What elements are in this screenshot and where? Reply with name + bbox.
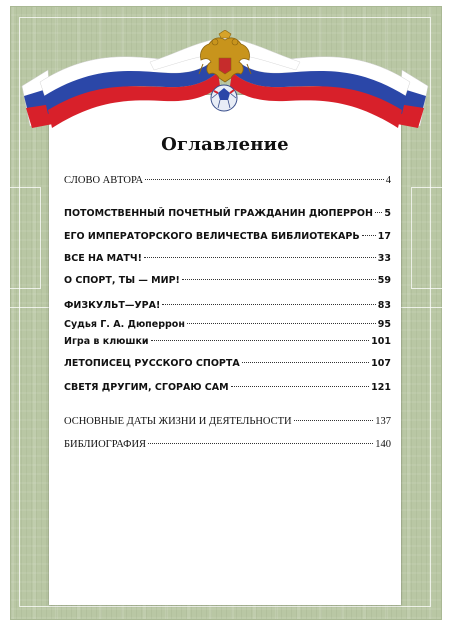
leader-dots [151,340,370,341]
toc-entry-page: 59 [377,275,391,286]
toc-entry-title: ФИЗКУЛЬТ—УРА! [64,300,161,311]
toc-entry-page: 107 [371,358,391,369]
toc-entry-page: 121 [371,382,391,393]
toc-entry[interactable] [64,319,391,330]
toc-entry-title: Игра в клюшки [64,336,149,347]
toc-entry[interactable] [64,208,391,219]
toc-entry-page: 140 [375,439,391,450]
toc-entry-title: СВЕТЯ ДРУГИМ, СГОРАЮ САМ [64,382,229,393]
toc-entry[interactable] [64,253,391,264]
football-icon [210,84,238,112]
page-title: Оглавление [161,134,289,155]
toc-entry-page: 17 [377,231,391,242]
toc-entry-page: 137 [375,416,391,427]
leader-dots [242,362,369,363]
leader-dots [144,257,376,258]
toc-entry-title: ЛЕТОПИСЕЦ РУССКОГО СПОРТА [64,358,240,369]
leader-dots [182,279,376,280]
leader-dots [375,212,382,213]
right-penalty-box [411,187,442,289]
toc-entry[interactable] [64,358,391,369]
toc-entry-title: БИБЛИОГРАФИЯ [64,439,147,450]
toc-entry[interactable] [64,275,391,286]
toc-entry-title: О СПОРТ, ТЫ — МИР! [64,275,180,286]
toc-entry[interactable] [64,416,391,427]
toc-entry-page: 5 [384,208,391,219]
leader-dots [231,386,370,387]
leader-dots [162,304,375,305]
toc-entry-title: ВСЕ НА МАТЧ! [64,253,142,264]
toc-entry-page: 83 [377,300,391,311]
leader-dots [362,235,376,236]
toc-entry-page: 33 [377,253,391,264]
toc-entry[interactable] [64,382,391,393]
toc-entry[interactable] [64,300,391,311]
toc-entry-title: ПОТОМСТВЕННЫЙ ПОЧЕТНЫЙ ГРАЖДАНИН ДЮПЕРРОН [64,208,373,219]
leader-dots [148,443,373,444]
toc-entry-page: 4 [385,175,391,186]
toc-entry-title: ОСНОВНЫЕ ДАТЫ ЖИЗНИ И ДЕЯТЕЛЬНОСТИ [64,416,292,427]
toc-entry[interactable] [64,231,391,242]
toc-entry-title: СЛОВО АВТОРА [64,175,144,186]
contents-sheet [49,95,401,605]
toc-entry-title: Судья Г. А. Дюперрон [64,319,185,330]
toc-entry[interactable] [64,175,391,186]
toc-entry-page: 95 [377,319,391,330]
toc-entry-page: 101 [371,336,391,347]
left-penalty-box [10,187,41,289]
leader-dots [187,323,376,324]
toc-entry[interactable] [64,336,391,347]
leader-dots [294,420,374,421]
toc-entry[interactable] [64,439,391,450]
leader-dots [145,179,384,180]
toc-entry-title: ЕГО ИМПЕРАТОРСКОГО ВЕЛИЧЕСТВА БИБЛИОТЕКАРЬ [64,231,360,242]
